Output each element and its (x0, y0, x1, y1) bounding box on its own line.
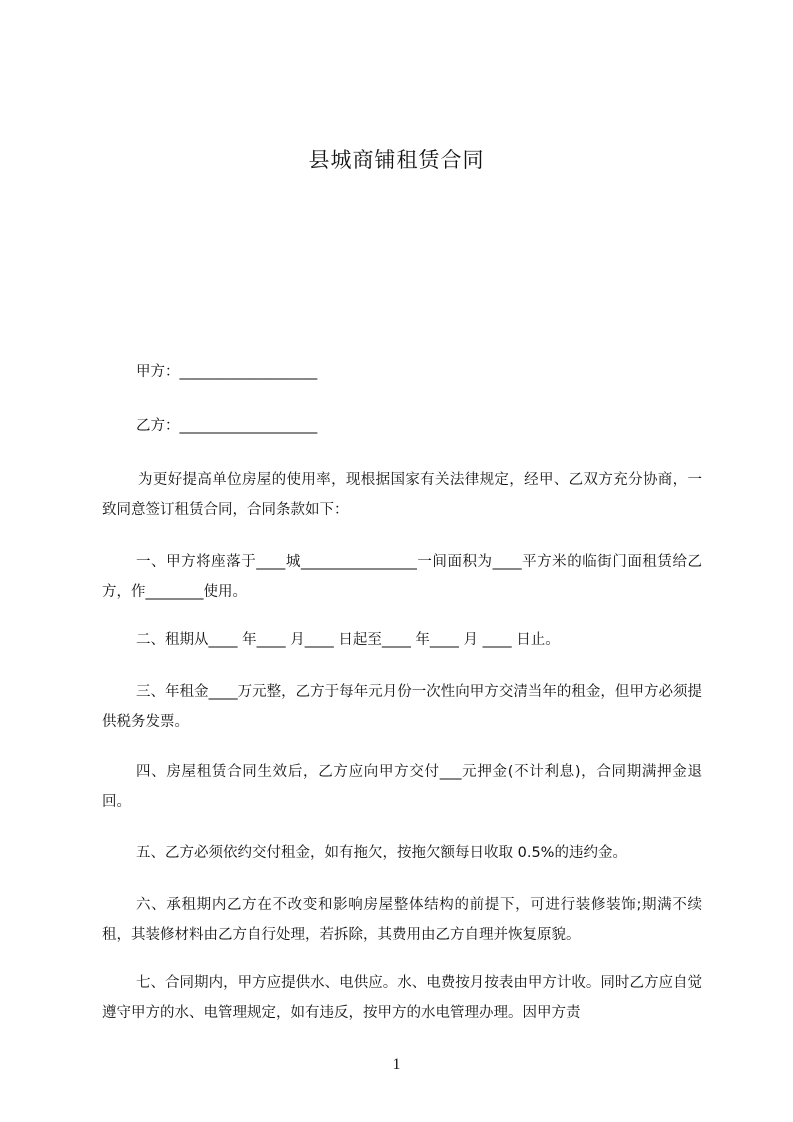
clause-1: 一、甲方将座落于____城________________一间面积为____平方米的临街门面租赁给乙方，作________使用。 (102, 554, 702, 600)
clause-3: 三、年租金____万元整，乙方于每年元月份一次性向甲方交清当年的租金，但甲方必须提供税务发票。 (102, 684, 702, 730)
document-title: 县城商铺租赁合同 (308, 148, 485, 172)
party-b-line: 乙方：___________________ (136, 418, 318, 434)
clause-2: 二、租期从____ 年____ 月____ 日起至____ 年____ 月 ____ 日止。 (136, 632, 560, 648)
clause-7: 七、合同期内，甲方应提供水、电供应。水、电费按月按表由甲方计收。同时乙方应自觉遵守甲方的水、电管理规定，如有违反，按甲方的水电管理办理。因甲方责 (102, 975, 702, 1021)
clause-5: 五、乙方必须依约交付租金，如有拖欠，按拖欠额每日收取 0.5%的违约金。 (136, 845, 627, 861)
clause-4: 四、房屋租赁合同生效后，乙方应向甲方交付___元押金(不计利息)，合同期满押金退回。 (102, 764, 702, 810)
page-number: 1 (392, 1056, 401, 1073)
clause-6: 六、承租期内乙方在不改变和影响房屋整体结构的前提下，可进行装修装饰;期满不续租，其装修材料由乙方自行处理，若拆除，其费用由乙方自理并恢复原貌。 (102, 897, 702, 943)
intro-paragraph: 为更好提高单位房屋的使用率，现根据国家有关法律规定，经甲、乙双方充分协商，一致同意签订租赁合同，合同条款如下： (102, 472, 702, 518)
party-a-line: 甲方：___________________ (136, 364, 318, 380)
